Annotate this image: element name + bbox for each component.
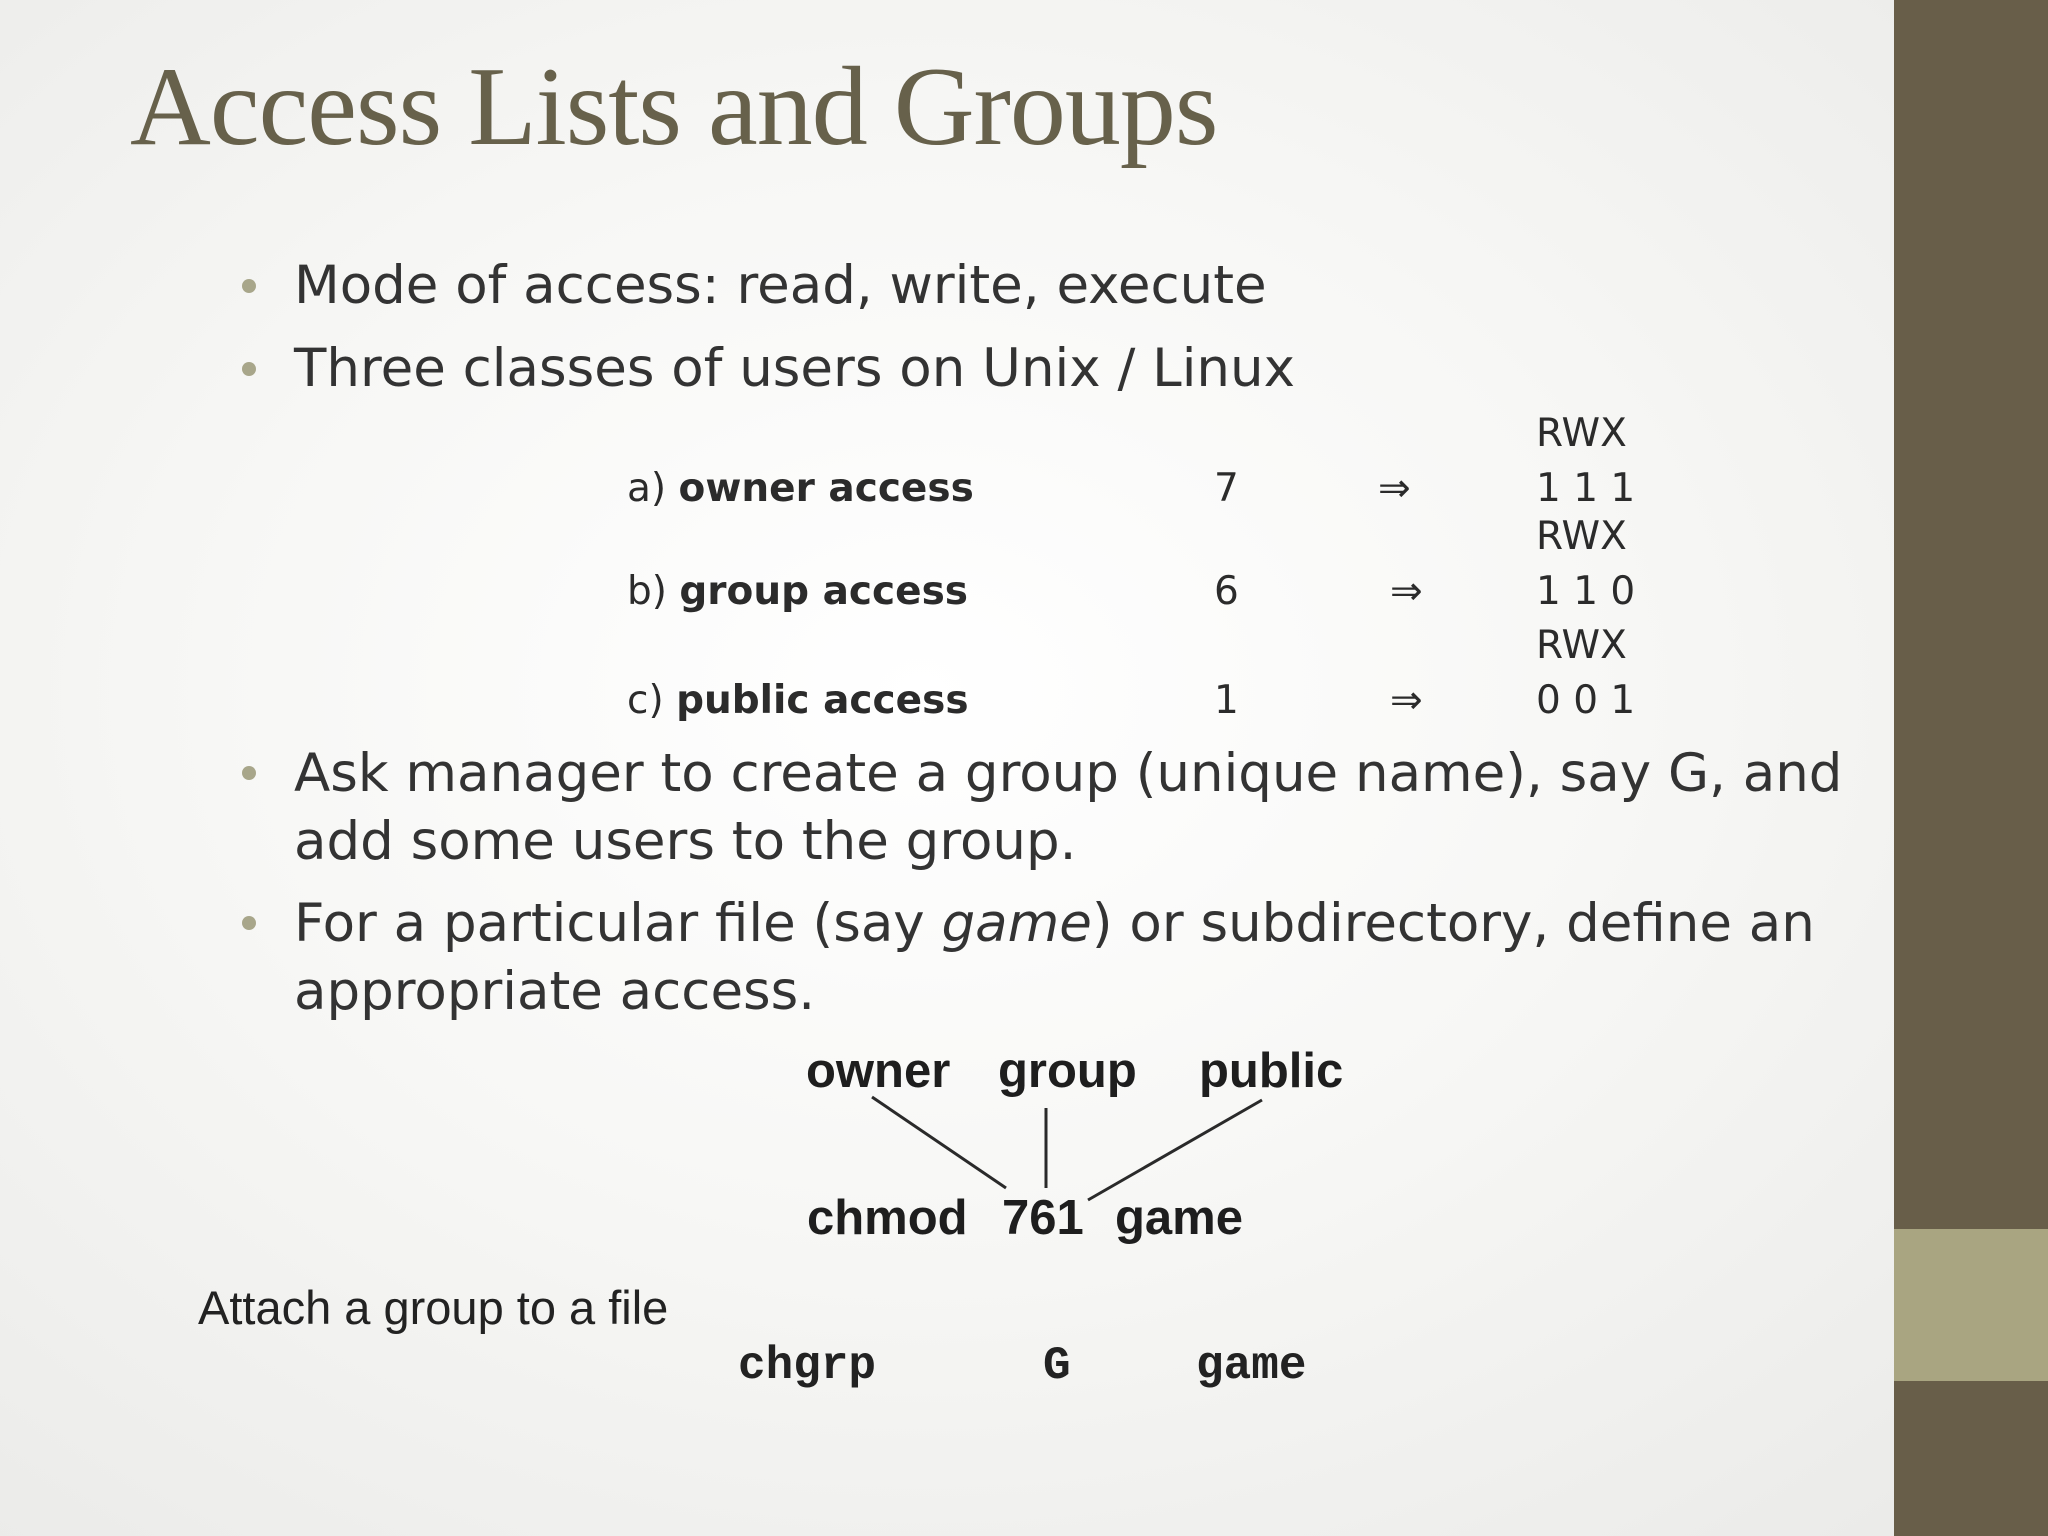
row-prefix: c) — [627, 678, 664, 723]
bits-value: 1 1 1 — [1536, 466, 1636, 511]
chgrp-file: game — [1196, 1340, 1307, 1392]
bullet-create-group-line2: add some users to the group. — [294, 811, 1077, 872]
row-label: group access — [679, 569, 969, 614]
bits-value: 1 1 0 — [1536, 569, 1636, 614]
chgrp-group: G — [1043, 1340, 1071, 1392]
diagram-mode: 761 — [1002, 1191, 1084, 1245]
diagram-label-public: public — [1199, 1044, 1344, 1098]
octal-value: 1 — [1214, 678, 1239, 723]
arrow-icon: ⇒ — [1390, 678, 1423, 723]
row-prefix: b) — [627, 569, 667, 614]
text-segment: ) or subdirectory, define an — [1091, 893, 1815, 954]
chgrp-command: chgrp — [738, 1340, 877, 1392]
octal-value: 7 — [1214, 466, 1239, 511]
text-segment: For a particular file (say — [294, 893, 942, 954]
slide-title: Access Lists and Groups — [130, 45, 1218, 169]
bits-header: RWX — [1536, 623, 1627, 668]
bullet-three-classes: Three classes of users on Unix / Linux — [294, 338, 1295, 399]
row-prefix: a) — [627, 466, 667, 511]
bullet-create-group-line1: Ask manager to create a group (unique name), say G, and — [294, 743, 1843, 804]
row-label: public access — [676, 678, 969, 723]
octal-value: 6 — [1214, 569, 1239, 614]
diagram-command: chmod — [807, 1191, 968, 1245]
row-label: owner access — [678, 466, 974, 511]
arrow-icon: ⇒ — [1378, 466, 1411, 511]
file-name-italic: game — [941, 893, 1092, 954]
bullet-define-access-line2: appropriate access. — [294, 961, 816, 1022]
diagram-label-group: group — [998, 1044, 1137, 1098]
bullet-mode-of-access: Mode of access: read, write, execute — [294, 255, 1267, 316]
diagram-file: game — [1115, 1191, 1244, 1245]
bits-header: RWX — [1536, 514, 1627, 559]
diagram-label-owner: owner — [806, 1044, 951, 1098]
arrow-icon: ⇒ — [1390, 569, 1423, 614]
bits-header: RWX — [1536, 411, 1627, 456]
attach-group-label: Attach a group to a file — [198, 1281, 669, 1334]
bits-value: 0 0 1 — [1536, 678, 1636, 723]
